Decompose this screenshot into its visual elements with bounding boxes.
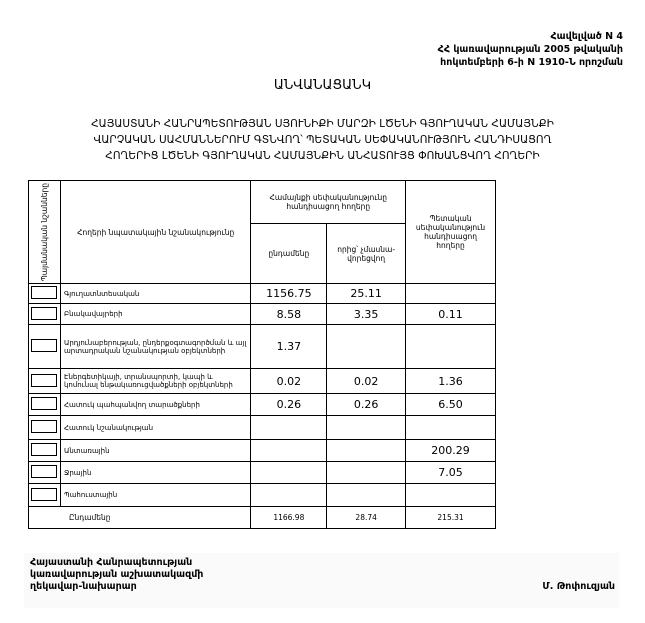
legend-swatch-icon — [31, 397, 57, 410]
legend-symbol — [29, 440, 61, 462]
totals-total: 1166.98 — [251, 507, 327, 529]
row-purpose: Անտառային — [60, 440, 250, 462]
legend-swatch-icon — [31, 488, 57, 501]
signatory-name: Մ. Թոփուզյան — [542, 581, 615, 592]
table-row — [29, 440, 496, 462]
row-purpose: Արդյունաբերության, ընդերքօգտագործման և այլ արտադրական նշանակության օբյեկտների — [60, 325, 250, 369]
row-state: 0.11 — [406, 304, 496, 325]
footer-line-3: ղեկավար-նախարար — [30, 581, 137, 592]
header-total: ընդամենը — [251, 224, 327, 284]
signer-position — [30, 557, 203, 593]
annex-reference — [438, 30, 623, 69]
legend-swatch-icon — [31, 420, 57, 433]
header-community: Համայնքի սեփականությունը հանդիսացող հողերը — [251, 181, 406, 224]
row-of-which — [327, 462, 406, 484]
row-purpose: Պահուստային — [60, 484, 250, 507]
legend-symbol — [29, 369, 61, 394]
subtitle-line-2: ՎԱՐՉԱԿԱՆ ՍԱՀՄԱՆՆԵՐՈՒՄ ԳՏՆՎՈՂ՝ ՊԵՏԱԿԱՆ ՍԵՓԱԿԱՆՈՒԹՅՈՒՆ ՀԱՆԴԻՍԱՑՈՂ — [93, 134, 552, 146]
row-of-which: 0.02 — [327, 369, 406, 394]
table-row — [29, 304, 496, 325]
row-of-which: 0.26 — [327, 394, 406, 416]
row-of-which — [327, 440, 406, 462]
signature-block — [24, 553, 619, 608]
annex-line-2: ՀՀ կառավարության 2005 թվականի — [437, 44, 623, 55]
row-of-which — [327, 484, 406, 507]
row-purpose: Հատուկ նշանակության — [60, 416, 250, 440]
legend-swatch-icon — [31, 443, 57, 456]
row-total: 1.37 — [251, 325, 327, 369]
table-row — [29, 484, 496, 507]
header-state: Պետական սեփականություն հանդիսացող հողերը — [406, 181, 496, 284]
row-state — [406, 284, 496, 304]
table-row — [29, 369, 496, 394]
totals-label: Ընդամենը — [29, 507, 251, 529]
row-total: 0.02 — [251, 369, 327, 394]
footer-line-2: կառավարության աշխատակազմի — [30, 569, 204, 580]
row-purpose: Էներգետիկայի, տրանսպորտի, կապի և կոմունալ ենթակառուցվածքների օբյեկտների — [60, 369, 250, 394]
row-of-which: 25.11 — [327, 284, 406, 304]
row-purpose: Հատուկ պահպանվող տարածքների — [60, 394, 250, 416]
legend-symbol — [29, 284, 61, 304]
land-table — [28, 180, 496, 529]
legend-swatch-icon — [31, 286, 57, 299]
row-state: 6.50 — [406, 394, 496, 416]
row-total — [251, 484, 327, 507]
row-state: 1.36 — [406, 369, 496, 394]
totals-row — [29, 507, 496, 529]
row-total: 8.58 — [251, 304, 327, 325]
annex-line-1: Հավելված N 4 — [550, 31, 623, 42]
table-row — [29, 394, 496, 416]
legend-swatch-icon — [31, 374, 57, 387]
legend-symbol — [29, 394, 61, 416]
row-of-which — [327, 416, 406, 440]
header-symbols — [29, 181, 61, 284]
row-state — [406, 325, 496, 369]
totals-state: 215.31 — [406, 507, 496, 529]
row-total — [251, 416, 327, 440]
footer-line-1: Հայաստանի Հանրապետության — [30, 557, 193, 568]
row-of-which: 3.35 — [327, 304, 406, 325]
document-title: ԱՆՎԱՆԱՑԱՆԿ — [273, 78, 372, 93]
table-row — [29, 325, 496, 369]
row-total: 0.26 — [251, 394, 327, 416]
annex-line-3: հոկտեմբերի 6-ի N 1910-Ն որոշման — [440, 57, 623, 68]
subtitle-line-1: ՀԱՅԱՍՏԱՆԻ ՀԱՆՐԱՊԵՏՈՒԹՅԱՆ ՍՅՈՒՆԻՔԻ ՄԱՐԶԻ ԼԾԵՆԻ ԳՅՈՒՂԱԿԱՆ ՀԱՄԱՅՆՔԻ — [91, 118, 554, 130]
header-of-which: որից՝ չմասնա-վորեցվող — [327, 224, 406, 284]
row-state — [406, 416, 496, 440]
table-row — [29, 284, 496, 304]
legend-symbol — [29, 304, 61, 325]
table-row — [29, 462, 496, 484]
legend-swatch-icon — [31, 339, 57, 352]
row-of-which — [327, 325, 406, 369]
row-total: 1156.75 — [251, 284, 327, 304]
totals-of-which: 28.74 — [327, 507, 406, 529]
legend-symbol — [29, 462, 61, 484]
legend-symbol — [29, 416, 61, 440]
row-purpose: Ջրային — [60, 462, 250, 484]
row-total — [251, 440, 327, 462]
table-row — [29, 416, 496, 440]
document-subtitle — [0, 116, 645, 164]
legend-symbol — [29, 484, 61, 507]
subtitle-line-3: ՀՈՂԵՐԻՑ ԼԾԵՆԻ ԳՅՈՒՂԱԿԱՆ ՀԱՄԱՅՆՔԻՆ ԱՆՀԱՏՈՒՅՑ ՓՈԽԱՆՑՎՈՂ ՀՈՂԵՐԻ — [105, 150, 540, 162]
header-symbols-text: Պայմանական նշանները — [39, 182, 49, 282]
legend-swatch-icon — [31, 465, 57, 478]
row-state: 200.29 — [406, 440, 496, 462]
legend-swatch-icon — [31, 307, 57, 320]
row-state: 7.05 — [406, 462, 496, 484]
row-total — [251, 462, 327, 484]
legend-symbol — [29, 325, 61, 369]
row-state — [406, 484, 496, 507]
row-purpose: Բնակավայրերի — [60, 304, 250, 325]
row-purpose: Գյուղատնտեսական — [60, 284, 250, 304]
header-purpose: Հողերի նպատակային նշանակությունը — [60, 181, 250, 284]
